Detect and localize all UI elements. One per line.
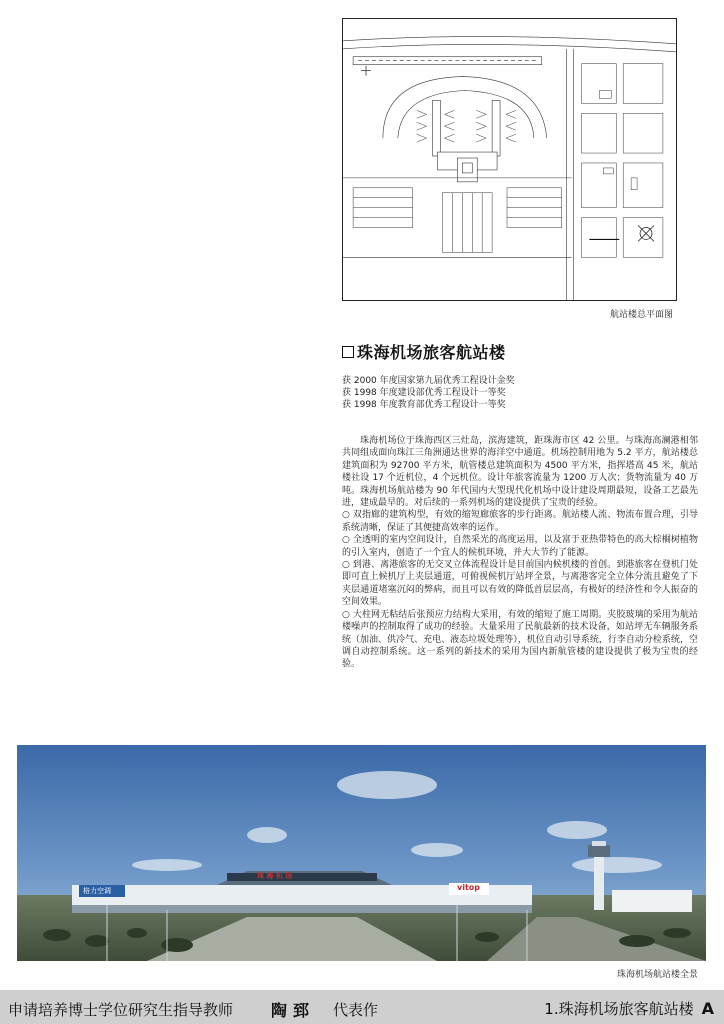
terminal-panorama-photo <box>17 745 706 961</box>
photo-caption: 珠海机场航站楼全景 <box>617 970 699 980</box>
roof-sign-text: 珠 海 机 场 <box>257 872 293 880</box>
award-item: 获 1998 年度建设部优秀工程设计一等奖 <box>342 388 506 398</box>
description-text <box>342 435 698 671</box>
awards-list <box>342 375 515 411</box>
point-paragraph: ○ 双指廊的建筑构型，有效的缩短廊旅客的步行距离。航站楼人流、物流布置合理，引导系统清晰，保证了其便捷高效率的运作。 <box>342 510 698 533</box>
footer-right <box>544 998 714 1019</box>
award-item: 获 2000 年度国家第九届优秀工程设计金奖 <box>342 376 515 386</box>
point-paragraph: ○ 到港、离港旅客的无交叉立体流程设计是目前国内候机楼的首创。到港旅客在登机门处即可直上候机厅上夹层通道，可俯视候机厅站坪全景，与离港客完全立体分流且避免了下夹层通道堵塞沉闷的弊病，而且可以有效的降低首层层高，有极好的经济性和令人振奋的空间效果。 <box>342 560 698 608</box>
footer-band <box>0 990 724 1024</box>
point-paragraph: ○ 大柱网无粘结后张预应力结构大采用，有效的缩短了施工周期。夹胶玻璃的采用为航站楼噪声的控制取得了成功的经验。大量采用了民航最新的技术设备，如站坪无车辆服务系统（加油、供冷气、充电、液态垃圾处理等），机位自动引导系统，行李自动分检系统，空调自动控制系统。这一系列的新技术的采用为国内新航管楼的建设提供了极为宝贵的经验。 <box>342 609 698 670</box>
site-plan-drawing <box>342 18 677 301</box>
footer-suffix: 代表作 <box>333 1001 379 1019</box>
section-title <box>342 340 506 363</box>
footer-section-letter: A <box>701 999 714 1018</box>
footer-section-title: 1.珠海机场旅客航站楼 <box>544 1000 694 1018</box>
point-paragraph: ○ 全透明的室内空间设计，自然采光的高度运用，以及富于亚热带特色的高大棕榈树植物的引入室内，创造了一个宜人的候机环境，并大大节约了能源。 <box>342 535 698 558</box>
footer-prefix: 申请培养博士学位研究生指导教师 <box>8 1001 234 1019</box>
award-item: 获 1998 年度教育部优秀工程设计一等奖 <box>342 400 506 410</box>
footer-left <box>8 998 378 1021</box>
plan-caption: 航站楼总平面图 <box>610 310 674 320</box>
sign-left-text: 格力空调 <box>83 887 111 895</box>
intro-paragraph: 珠海机场位于珠海西区三灶岛，滨海建筑，距珠海市区 42 公里。与珠海高澜港相邻共同组成面向珠江三角洲通达世界的海洋空中通道。机场控制用地为 5.2 平方，航站楼总建筑面积为 92700 平方米，航管楼总建筑面积为 4500 平方米，指挥塔高 45 米，航站楼社设 17 个近机位，4 个远机位。设计年旅客流量为 1200 万人次；货物流量为 40 万吨。珠海机场航站楼为 90 年代国内大型现代化机场中设计建设周期最短，设备工艺最先进，建成最早的。对后续的一系列机场的建设提供了宝贵的经验。 <box>342 436 698 509</box>
footer-author-name: 陶郅 <box>271 1001 316 1020</box>
sign-right-text: vitop <box>457 883 481 892</box>
page-title: 珠海机场旅客航站楼 <box>357 343 506 362</box>
title-checkbox-icon <box>342 346 354 358</box>
